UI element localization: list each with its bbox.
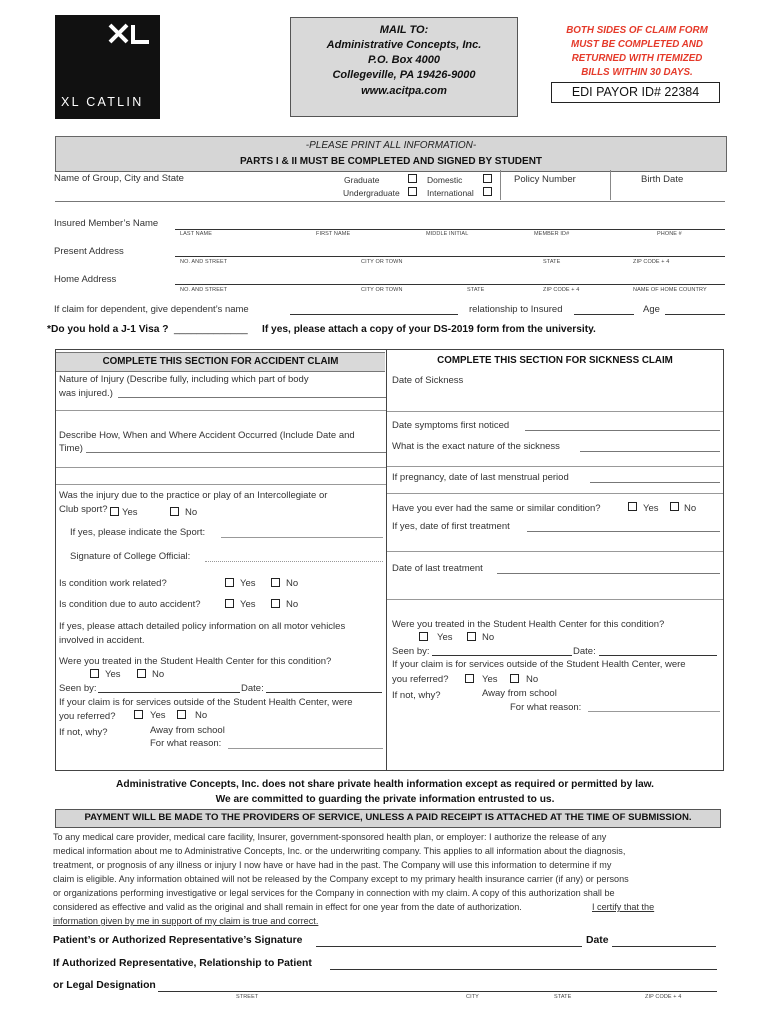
j1-visa-question: *Do you hold a J-1 Visa ? — [47, 324, 169, 335]
accident-section-title: COMPLETE THIS SECTION FOR ACCIDENT CLAIM — [102, 356, 339, 367]
sub-legal-zip: ZIP CODE + 4 — [645, 994, 682, 1000]
graduate-label: Graduate — [344, 175, 380, 185]
domestic-checkbox[interactable] — [483, 174, 492, 183]
accident-outside-question-2: you referred? — [59, 711, 116, 722]
payment-notice-box — [55, 809, 721, 828]
notice-line-3: RETURNED WITH ITEMIZED — [571, 53, 703, 64]
accident-seen-by-field[interactable] — [98, 692, 240, 693]
undergraduate-checkbox[interactable] — [408, 187, 417, 196]
same-no-checkbox[interactable] — [670, 502, 679, 511]
accident-how-label-2: Time) — [59, 443, 83, 454]
accident-shc-no-checkbox[interactable] — [137, 669, 146, 678]
accident-referred-no-label: No — [195, 710, 208, 721]
mail-website: www.acitpa.com — [361, 85, 447, 97]
motor-vehicle-note: If yes, please attach detailed policy information on all motor vehicles — [59, 621, 346, 632]
sport-yes-checkbox[interactable] — [110, 507, 119, 516]
auth-line-4: claim is eligible. Any information obtained will not be released by the Company except to my primary health insurance carrier (if any) or persons — [53, 874, 629, 884]
accident-section-header — [56, 352, 385, 372]
edi-payor-id: EDI PAYOR ID# 22384 — [551, 82, 720, 103]
relationship-to-patient-field[interactable] — [330, 969, 717, 970]
group-label: Name of Group, City and State — [54, 173, 184, 184]
deadline-notice — [545, 24, 729, 80]
accident-shc-no-label: No — [152, 669, 165, 680]
pregnancy-label: If pregnancy, date of last menstrual period — [392, 472, 569, 483]
certification-statement: I certify that the — [592, 902, 655, 912]
first-treatment-field[interactable] — [527, 531, 720, 532]
home-address-label: Home Address — [54, 274, 117, 285]
policy-divider — [610, 170, 611, 200]
sickness-rule-2 — [387, 466, 723, 467]
insured-name-label: Insured Member’s Name — [54, 218, 159, 229]
privacy-statement: Administrative Concepts, Inc. does not share private health information except as required or permitted by law. — [116, 779, 654, 790]
sickness-rule-4 — [387, 551, 723, 552]
notice-line-4: BILLS WITHIN 30 DAYS. — [581, 67, 693, 78]
j1-visa-field[interactable]: _____________ — [174, 324, 248, 335]
sickness-away-label: Away from school — [482, 688, 557, 699]
mail-city: Collegeville, PA 19426-9000 — [332, 69, 476, 81]
xl-logo-mark-icon — [107, 22, 153, 60]
sickness-referred-no-checkbox[interactable] — [510, 674, 519, 683]
work-yes-label: Yes — [240, 578, 256, 589]
same-no-label: No — [684, 503, 697, 514]
auto-accident-question: Is condition due to auto accident? — [59, 599, 201, 610]
sickness-date-label: Date of Sickness — [392, 375, 464, 386]
sickness-nature-label: What is the exact nature of the sickness — [392, 441, 560, 452]
sport-no-label: No — [185, 507, 198, 518]
print-header-box — [55, 136, 727, 172]
age-label: Age — [643, 304, 660, 315]
payment-notice: PAYMENT WILL BE MADE TO THE PROVIDERS OF SERVICE, UNLESS A PAID RECEIPT IS ATTACHED AT THE TIME OF SUBMISSION. — [84, 812, 692, 823]
sickness-date-treated-field[interactable] — [599, 655, 717, 656]
sickness-shc-no-label: No — [482, 632, 495, 643]
accident-reason-field[interactable] — [228, 748, 383, 749]
privacy-commitment: We are committed to guarding the private information entrusted to us. — [215, 794, 555, 805]
auto-no-checkbox[interactable] — [271, 599, 280, 608]
accident-away-label: Away from school — [150, 725, 225, 736]
accident-referred-yes-checkbox[interactable] — [134, 710, 143, 719]
sickness-referred-no-label: No — [526, 674, 539, 685]
sickness-rule-1 — [387, 411, 723, 412]
sub-present-street: NO. AND STREET — [180, 259, 228, 265]
signature-date-field[interactable] — [612, 946, 716, 947]
injury-nature-field[interactable] — [118, 397, 386, 398]
accident-date-label: Date: — [241, 683, 264, 694]
present-address-label: Present Address — [54, 246, 124, 257]
accident-rule-2 — [56, 467, 386, 468]
sub-present-city: CITY OR TOWN — [361, 259, 403, 265]
relationship-label: relationship to Insured — [469, 304, 563, 315]
signature-date-label: Date — [586, 935, 609, 946]
sub-home-street: NO. AND STREET — [180, 287, 228, 293]
sickness-shc-no-checkbox[interactable] — [467, 632, 476, 641]
sickness-seen-by-label: Seen by: — [392, 646, 430, 657]
relationship-to-patient-label: If Authorized Representative, Relationship to Patient — [53, 958, 312, 969]
patient-signature-label: Patient’s or Authorized Representative’s Signature — [53, 935, 303, 946]
dependent-label: If claim for dependent, give dependent’s name — [54, 304, 249, 315]
group-field[interactable] — [55, 201, 725, 202]
sport-question-2: Club sport? — [59, 504, 108, 515]
accident-date-field[interactable] — [266, 692, 382, 693]
sickness-seen-by-field[interactable] — [432, 655, 572, 656]
international-checkbox[interactable] — [483, 187, 492, 196]
policy-number-label: Policy Number — [514, 174, 576, 185]
accident-shc-yes-label: Yes — [105, 669, 121, 680]
sickness-outside-question-2: you referred? — [392, 674, 449, 685]
last-treatment-field[interactable] — [497, 573, 720, 574]
sport-field[interactable] — [221, 537, 383, 538]
work-related-question: Is condition work related? — [59, 578, 167, 589]
birth-date-label: Birth Date — [641, 174, 684, 185]
accident-referred-yes-label: Yes — [150, 710, 166, 721]
notice-line-2: MUST BE COMPLETED AND — [571, 39, 703, 50]
xl-catlin-logo — [55, 15, 160, 119]
injury-nature-label-2: was injured.) — [59, 388, 113, 399]
sickness-shc-yes-label: Yes — [437, 632, 453, 643]
sickness-if-not-label: If not, why? — [392, 690, 441, 701]
sub-home-city: CITY OR TOWN — [361, 287, 403, 293]
sport-indicate-label: If yes, please indicate the Sport: — [70, 527, 206, 538]
sub-present-state: STATE — [543, 259, 561, 265]
mail-to-box — [290, 17, 518, 117]
sport-question: Was the injury due to the practice or play of an Intercollegiate or — [59, 490, 328, 501]
sub-middle-initial: MIDDLE INITIAL — [426, 231, 469, 237]
sickness-nature-field[interactable] — [580, 451, 720, 452]
accident-shc-yes-checkbox[interactable] — [90, 669, 99, 678]
symptoms-date-label: Date symptoms first noticed — [392, 420, 510, 431]
status-divider — [500, 170, 501, 200]
graduate-checkbox[interactable] — [408, 174, 417, 183]
accident-how-label: Describe How, When and Where Accident Occurred (Include Date and — [59, 430, 355, 441]
legal-designation-field[interactable] — [158, 991, 717, 992]
accident-referred-no-checkbox[interactable] — [177, 710, 186, 719]
accident-shc-question: Were you treated in the Student Health Center for this condition? — [59, 656, 332, 667]
symptoms-date-field[interactable] — [525, 430, 720, 431]
home-address-field[interactable] — [175, 284, 725, 285]
mail-to-label: MAIL TO: — [379, 24, 429, 36]
same-yes-label: Yes — [643, 503, 659, 514]
legal-designation-label: or Legal Designation — [53, 980, 156, 991]
logo-brand-text: XL CATLIN — [61, 95, 144, 109]
relationship-field[interactable] — [574, 314, 634, 315]
age-field[interactable] — [665, 314, 725, 315]
sickness-rule-3 — [387, 493, 723, 494]
sub-member-id: MEMBER ID# — [534, 231, 570, 237]
same-condition-question: Have you ever had the same or similar condition? — [392, 503, 601, 514]
sickness-shc-question: Were you treated in the Student Health Center for this condition? — [392, 619, 665, 630]
sport-no-checkbox[interactable] — [170, 507, 179, 516]
sub-home-state: STATE — [467, 287, 485, 293]
work-no-checkbox[interactable] — [271, 578, 280, 587]
last-treatment-label: Date of last treatment — [392, 563, 483, 574]
pregnancy-field[interactable] — [590, 482, 720, 483]
sickness-rule-5 — [387, 599, 723, 600]
j1-visa-instruction: If yes, please attach a copy of your DS-2019 form from the university. — [262, 324, 596, 335]
accident-rule-1 — [56, 410, 386, 411]
dependent-field[interactable] — [290, 314, 458, 315]
domestic-label: Domestic — [427, 175, 463, 185]
auto-no-label: No — [286, 599, 299, 610]
college-official-signature-label: Signature of College Official: — [70, 551, 191, 562]
work-no-label: No — [286, 578, 299, 589]
auth-line-2: medical information about me to Administrative Concepts, Inc. or the underwriting company. This applies to all information about the diagnosis, — [53, 846, 626, 856]
insured-name-field[interactable] — [175, 229, 725, 230]
accident-how-field[interactable] — [86, 452, 386, 453]
parts-instruction: PARTS I & II MUST BE COMPLETED AND SIGNED BY STUDENT — [239, 156, 543, 167]
sub-legal-state: STATE — [554, 994, 572, 1000]
notice-line-1: BOTH SIDES OF CLAIM FORM — [566, 25, 708, 36]
sickness-reason-field[interactable] — [588, 711, 720, 712]
accident-rule-3 — [56, 484, 386, 485]
injury-nature-label: Nature of Injury (Describe fully, including which part of body — [59, 374, 309, 385]
sickness-outside-question: If your claim is for services outside of the Student Health Center, were — [392, 659, 686, 670]
sickness-referred-yes-label: Yes — [482, 674, 498, 685]
sport-yes-label: Yes — [122, 507, 138, 518]
sickness-date-treated-label: Date: — [573, 646, 596, 657]
claim-sections-divider — [386, 349, 387, 771]
international-label: International — [427, 188, 474, 198]
sub-legal-city: CITY — [466, 994, 479, 1000]
patient-signature-field[interactable] — [316, 946, 582, 947]
auth-line-3: treatment, or prognosis of any illness or injury I now have or have had in the past. The Company will use this information to determine if my — [53, 860, 612, 870]
sub-legal-street: STREET — [236, 994, 259, 1000]
sickness-referred-yes-checkbox[interactable] — [465, 674, 474, 683]
motor-vehicle-note-2: involved in accident. — [59, 635, 145, 646]
auto-yes-label: Yes — [240, 599, 256, 610]
sub-present-zip: ZIP CODE + 4 — [633, 259, 670, 265]
print-instruction: -PLEASE PRINT ALL INFORMATION- — [305, 140, 477, 151]
accident-if-not-label: If not, why? — [59, 727, 108, 738]
sub-first-name: FIRST NAME — [316, 231, 351, 237]
accident-outside-question: If your claim is for services outside of the Student Health Center, were — [59, 697, 353, 708]
undergraduate-label: Undergraduate — [343, 188, 400, 198]
present-address-field[interactable] — [175, 256, 725, 257]
same-yes-checkbox[interactable] — [628, 502, 637, 511]
auth-line-6: considered as effective and valid as the original and shall remain in effect for one year from the date of authorization. — [53, 902, 522, 912]
auth-line-5: or organizations performing investigative or legal services for the Company in connection with my claim. A copy of this authorization shall be — [53, 888, 615, 898]
college-official-signature-field[interactable] — [205, 561, 383, 562]
accident-seen-by-label: Seen by: — [59, 683, 97, 694]
mail-po-box: P.O. Box 4000 — [368, 54, 440, 66]
sickness-shc-yes-checkbox[interactable] — [419, 632, 428, 641]
sickness-section-title: COMPLETE THIS SECTION FOR SICKNESS CLAIM — [437, 355, 673, 366]
certification-statement-2: information given by me in support of my claim is true and correct. — [53, 916, 319, 926]
accident-reason-label: For what reason: — [150, 738, 222, 749]
sub-home-country: NAME OF HOME COUNTRY — [633, 287, 707, 293]
sub-phone: PHONE # — [657, 231, 682, 237]
mail-company: Administrative Concepts, Inc. — [326, 39, 482, 51]
sickness-reason-label: For what reason: — [510, 702, 582, 713]
sickness-section-header — [387, 352, 723, 370]
sub-last-name: LAST NAME — [180, 231, 212, 237]
auto-yes-checkbox[interactable] — [225, 599, 234, 608]
first-treatment-label: If yes, date of first treatment — [392, 521, 510, 532]
work-yes-checkbox[interactable] — [225, 578, 234, 587]
auth-line-1: To any medical care provider, medical care facility, Insurer, government-sponsored health plan, or employer: I authorize the release of any — [53, 832, 607, 842]
sub-home-zip: ZIP CODE + 4 — [543, 287, 580, 293]
